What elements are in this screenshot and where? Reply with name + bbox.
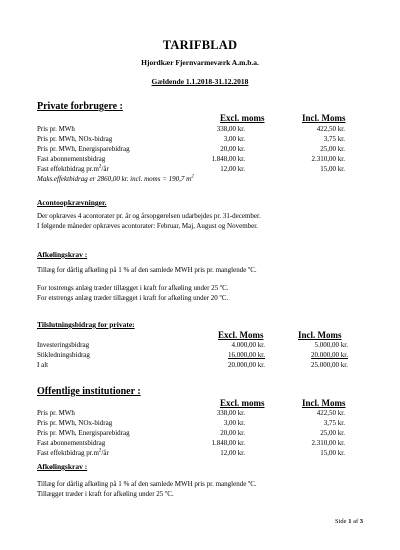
row-incl: 25.000,00 kr. <box>311 361 348 369</box>
public-col-incl: Incl. Moms <box>302 398 346 408</box>
private-row <box>37 134 357 144</box>
private-row <box>37 124 357 134</box>
private-col-excl: Excl. moms <box>220 113 265 123</box>
row-label: I alt <box>37 361 49 369</box>
row-label: Fast abonnementsbidrag <box>37 155 106 163</box>
public-col-excl: Excl. moms <box>220 398 265 408</box>
connection-row <box>37 340 357 350</box>
row-label: Pris pr. MWh, NOx-bidrag <box>37 419 113 427</box>
row-label: Stikledningsbidrag <box>37 351 90 359</box>
public-row <box>37 448 357 458</box>
row-label: Fast effektbidrag $pr.m^2/år$ <box>37 448 109 457</box>
row-incl: 20.000,00 kr. <box>311 351 348 359</box>
aconto-line-2: I følgende måneder opkræves acontorater: Februar, Maj, August og November. <box>37 222 258 230</box>
row-incl: 3,75 kr. <box>323 135 345 143</box>
row-excl: 1.848,00 kr. <box>211 155 245 163</box>
row-label: Pris pr. MWh, NOx-bidrag <box>37 135 113 143</box>
row-label: Pris pr. MWh <box>37 125 75 133</box>
row-incl: 2.310,00 kr. <box>311 439 345 447</box>
private-col-incl: Incl. Moms <box>302 113 346 123</box>
row-label: Fast abonnementsbidrag <box>37 439 106 447</box>
row-incl: 422,50 kr. <box>316 409 345 417</box>
row-excl: 338,00 kr. <box>216 409 245 417</box>
row-excl: 3,00 kr. <box>223 419 245 427</box>
row-excl: 338,00 kr. <box>216 125 245 133</box>
cooling-line-2: For tostrengs anlæg træder tillægget i kraft for afkøling under 25 ºC. <box>37 284 229 292</box>
row-incl: 5.000,00 kr. <box>314 341 348 349</box>
cooling-public-line-2: Tillægget træder i kraft for afkøling under 25 ºC. <box>37 490 174 498</box>
cooling-line-1: Tillæg for dårlig afkøling på 1 % af den samlede MWH pris pr. manglende ºC. <box>37 266 257 274</box>
row-excl: 12,00 kr. <box>220 449 245 457</box>
row-incl: 25,00 kr. <box>320 145 345 153</box>
row-incl: 2.310,00 kr. <box>311 155 345 163</box>
connection-heading: Tilslutningsbidrag for private: <box>37 320 135 329</box>
row-excl: 1.848,00 kr. <box>211 439 245 447</box>
row-label: Pris pr. MWh, Energisparebidrag <box>37 145 130 153</box>
public-row <box>37 418 357 428</box>
row-excl: 20.000,00 kr. <box>228 361 265 369</box>
public-row <box>37 408 357 418</box>
private-row <box>37 154 357 164</box>
aconto-line-1: Der opkræves 4 acontorater pr. år og årsopgørelsen udarbejdes pr. 31-december. <box>37 212 261 220</box>
row-incl: 3,75 kr. <box>323 419 345 427</box>
row-incl: 422,50 kr. <box>316 125 345 133</box>
row-excl: 16.000,00 kr. <box>228 351 265 359</box>
connection-row <box>37 350 357 360</box>
row-incl: 15,00 kr. <box>320 449 345 457</box>
row-label: Investeringsbidrag <box>37 341 90 349</box>
company-name: Hjordkær Fjernvarmeværk A.m.b.a. <box>141 58 259 67</box>
max-effect-note: Maks.effektbidrag er 2860,00 kr. incl. moms = 190,7 $m^2$ <box>37 174 194 183</box>
connection-col-excl: Excl. Moms <box>218 330 264 340</box>
public-row <box>37 438 357 448</box>
page-number: Side 1 af 3 <box>335 518 363 525</box>
document-title: TARIFBLAD <box>162 38 238 52</box>
cooling-public-line-1: Tillæg for dårlig afkøling på 1 % af den samlede MWH pris pr. manglende ºC. <box>37 480 257 488</box>
private-heading: Private forbrugere : <box>37 101 123 112</box>
row-label: Pris pr. MWh <box>37 409 75 417</box>
row-excl: 3,00 kr. <box>223 135 245 143</box>
cooling-line-3: For etstrengs anlæg træder tillægget i kraft for afkøling under 20 ºC. <box>37 294 229 302</box>
cooling-heading-public: Afkølingskrav : <box>37 462 88 471</box>
private-row <box>37 144 357 154</box>
row-label: Fast effektbidrag $pr.m^2/år$ <box>37 164 109 173</box>
connection-col-incl: Incl. Moms <box>298 330 342 340</box>
connection-row <box>37 360 357 370</box>
row-incl: 15,00 kr. <box>320 165 345 173</box>
aconto-heading: Acontoopkrævninger. <box>37 198 107 207</box>
row-excl: 12,00 kr. <box>220 165 245 173</box>
cooling-heading-private: Afkølingskrav : <box>37 250 88 259</box>
private-row <box>37 164 357 174</box>
row-excl: 20,00 kr. <box>220 429 245 437</box>
validity-period: Gældende 1.1.2018-31.12.2018 <box>151 77 249 86</box>
public-row <box>37 428 357 438</box>
row-label: Pris pr. MWh, Energisparebidrag <box>37 429 130 437</box>
row-excl: 4.000,00 kr. <box>231 341 265 349</box>
public-heading: Offentlige institutioner : <box>37 386 141 397</box>
row-excl: 20,00 kr. <box>220 145 245 153</box>
row-incl: 25,00 kr. <box>320 429 345 437</box>
